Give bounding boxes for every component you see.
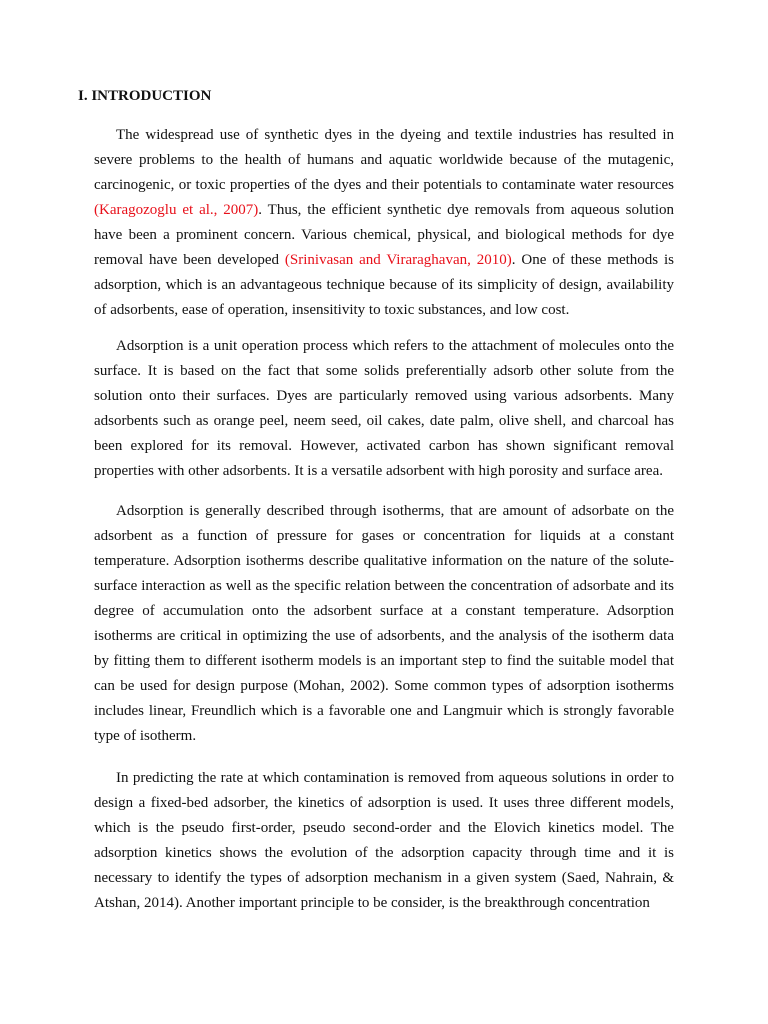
paragraph-2-block	[94, 334, 674, 484]
paragraph-1	[94, 123, 674, 323]
paragraph-1-text-c: . One of these methods is adsorption, which is an advantageous technique because of its simplicity of design, availability of adsorbents, ease of operation, insensitivity to toxic substances, and low cost.	[94, 252, 674, 318]
paragraph-2: Adsorption is a unit operation process which refers to the attachment of molecules onto the surface. It is based on the fact that some solids preferentially adsorb other solute from the solution onto their surfaces. Dyes are particularly removed using various adsorbents. Many adsorbents such as orange peel, neem seed, oil cakes, date palm, olive shell, and charcoal has been explored for its removal. However, activated carbon has shown significant removal properties with other adsorbents. It is a versatile adsorbent with high porosity and surface area.	[94, 338, 674, 479]
paragraph-3: Adsorption is generally described through isotherms, that are amount of adsorbate on the adsorbent as a function of pressure for gases or concentration for liquids at a constant temperature. Adsorption isotherms describe qualitative information on the nature of the solute-surface interaction as well as the specific relation between the concentration of adsorbate and its degree of accumulation onto the adsorbent surface at a constant temperature. Adsorption isotherms are critical in optimizing the use of adsorbents, and the analysis of the isotherm data by fitting them to different isotherm models is an important step to find the suitable model that can be used for design purpose (Mohan, 2002). Some common types of adsorption isotherms includes linear, Freundlich which is a favorable one and Langmuir which is strongly favorable type of isotherm.	[94, 503, 674, 744]
paragraph-4-block	[94, 766, 674, 916]
citation-karagozoglu: (Karagozoglu et al., 2007)	[94, 202, 259, 218]
paragraph-1-block	[94, 123, 674, 323]
citation-srinivasan: (Srinivasan and Viraraghavan, 2010)	[284, 252, 512, 268]
section-heading: I. INTRODUCTION	[78, 88, 212, 104]
paragraph-1-text-b: . Thus, the efficient synthetic dye removals from aqueous solution have been a prominent concern. Various chemical, physical, and biological methods for dye removal have been developed	[94, 202, 674, 268]
paragraph-4: In predicting the rate at which contamination is removed from aqueous solutions in order to design a fixed-bed adsorber, the kinetics of adsorption is used. It uses three different models, which is the pseudo first-order, pseudo second-order and the Elovich kinetics model. The adsorption kinetics shows the evolution of the adsorption capacity through time and it is necessary to identify the types of adsorption mechanism in a given system (Saed, Nahrain, & Atshan, 2014). Another important principle to be consider, is the breakthrough concentration	[94, 770, 674, 911]
paragraph-1-text-a: The widespread use of synthetic dyes in the dyeing and textile industries has resulted in severe problems to the health of humans and aquatic worldwide because of the mutagenic, carcinogenic, or toxic properties of the dyes and their potentials to contaminate water resources	[94, 127, 674, 193]
paragraph-3-block	[94, 499, 674, 749]
